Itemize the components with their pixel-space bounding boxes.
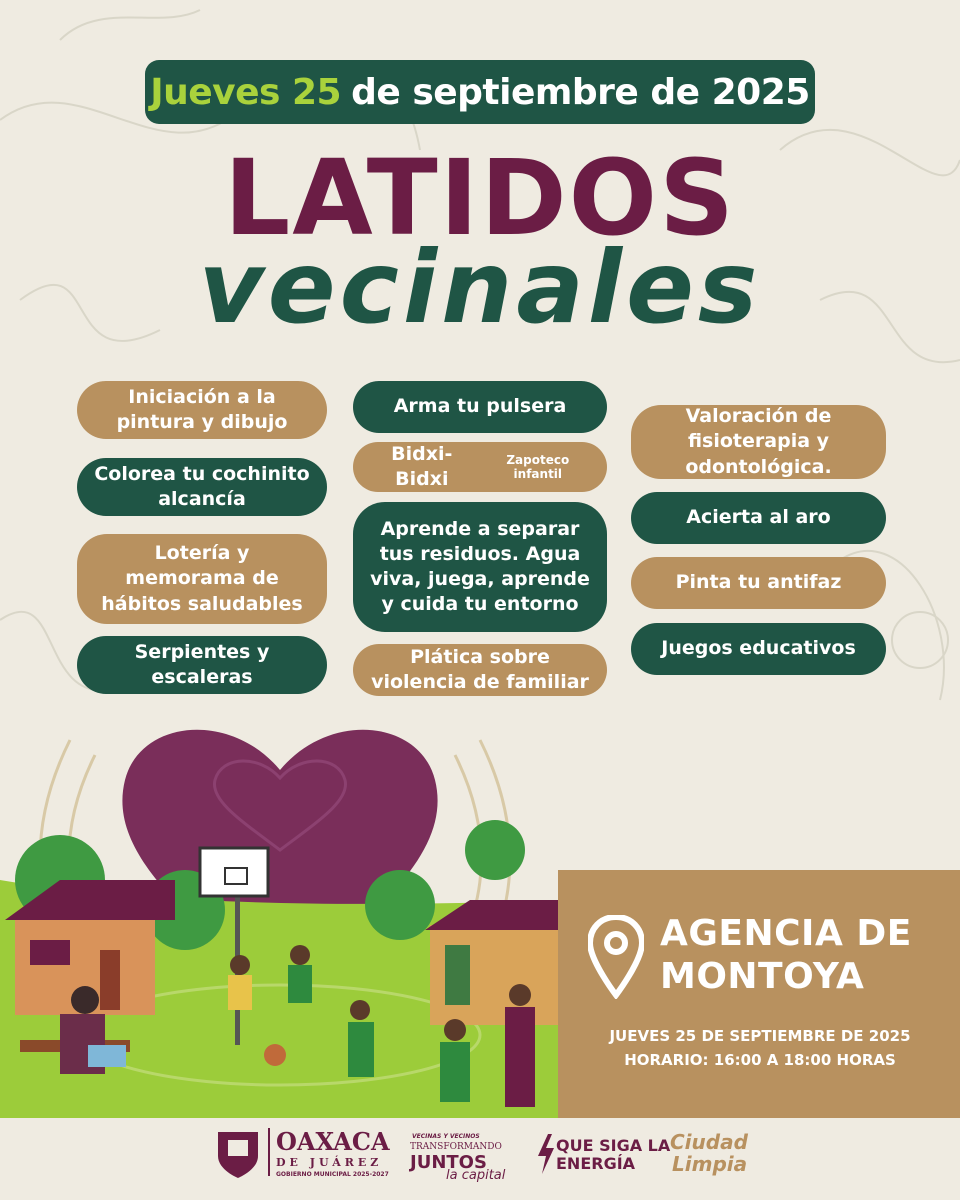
activity-label: Juegos educativos [661, 637, 856, 660]
oaxaca-shield-icon [214, 1126, 262, 1180]
activity-label: Iniciación a la pintura y dibujo [116, 385, 288, 433]
energia-logo-line1: QUE SIGA LA [556, 1136, 671, 1155]
oaxaca-logo-text: OAXACA [276, 1127, 390, 1156]
activity-pulsera [353, 381, 607, 433]
date-highlight: Jueves 25 [150, 71, 342, 113]
location-pin-icon [588, 915, 644, 999]
activity-loteria [77, 534, 327, 624]
activity-label: Arma tu pulsera [393, 395, 567, 418]
activity-juegos [631, 623, 886, 675]
location-date: JUEVES 25 DE SEPTIEMBRE DE 2025 [609, 1027, 911, 1045]
ciudad-logo-line2: Limpia [672, 1152, 748, 1176]
activity-antifaz [631, 557, 886, 609]
activity-cochinito [77, 458, 327, 516]
energia-logo-line2: ENERGÍA [556, 1154, 636, 1173]
activity-valoracion [631, 405, 886, 479]
juntos-logo-top: VECINAS Y VECINOS [412, 1133, 480, 1140]
activity-residuos [353, 502, 607, 632]
community-illustration [0, 700, 560, 1120]
event-subtitle: vecinales [198, 229, 762, 346]
location-name-line2: MONTOYA [660, 956, 865, 998]
event-title: LATIDOS [224, 137, 736, 259]
date-rest: de septiembre de 2025 [351, 71, 810, 113]
location-schedule: HORARIO: 16:00 A 18:00 HORAS [624, 1051, 896, 1069]
activity-platica [353, 644, 607, 696]
location-details [560, 1024, 960, 1072]
oaxaca-logo-gov: GOBIERNO MUNICIPAL 2025-2027 [276, 1171, 389, 1178]
activity-label: Colorea tu cochinito alcancía [94, 462, 310, 510]
activity-label: Pinta tu antifaz [675, 571, 842, 594]
juntos-logo-sub: la capital [446, 1168, 506, 1183]
activity-serpientes [77, 636, 327, 694]
activity-label: Lotería y memorama de hábitos saludables [101, 542, 303, 615]
juntos-logo-main: JUNTOS [410, 1152, 487, 1173]
activity-label: Bidxi-Bidxi [391, 442, 453, 490]
oaxaca-logo-sub: DE JUÁREZ [276, 1156, 383, 1169]
activity-label: Serpientes y escaleras [134, 640, 270, 688]
activity-aro [631, 492, 886, 544]
location-name-line1: AGENCIA DE [660, 913, 912, 954]
juntos-logo-mid: TRANSFORMANDO [410, 1142, 502, 1152]
activity-note: Zapoteco infantil [506, 452, 570, 481]
activity-label: Aprende a separar tus residuos. Agua viva, juega, aprende y cuida tu entorno [370, 517, 590, 616]
location-name [660, 912, 912, 998]
lightning-icon [536, 1134, 556, 1174]
date-banner [145, 60, 815, 124]
ciudad-logo-line1: Ciudad [670, 1130, 748, 1154]
activity-bidxi [353, 442, 607, 492]
activity-pintura [77, 381, 327, 439]
activity-label: Valoración de fisioterapia y odontológica. [685, 405, 832, 478]
logo-divider [268, 1128, 270, 1176]
activity-label: Acierta al aro [686, 506, 831, 529]
activity-label: Plática sobre violencia de familiar [371, 645, 589, 693]
